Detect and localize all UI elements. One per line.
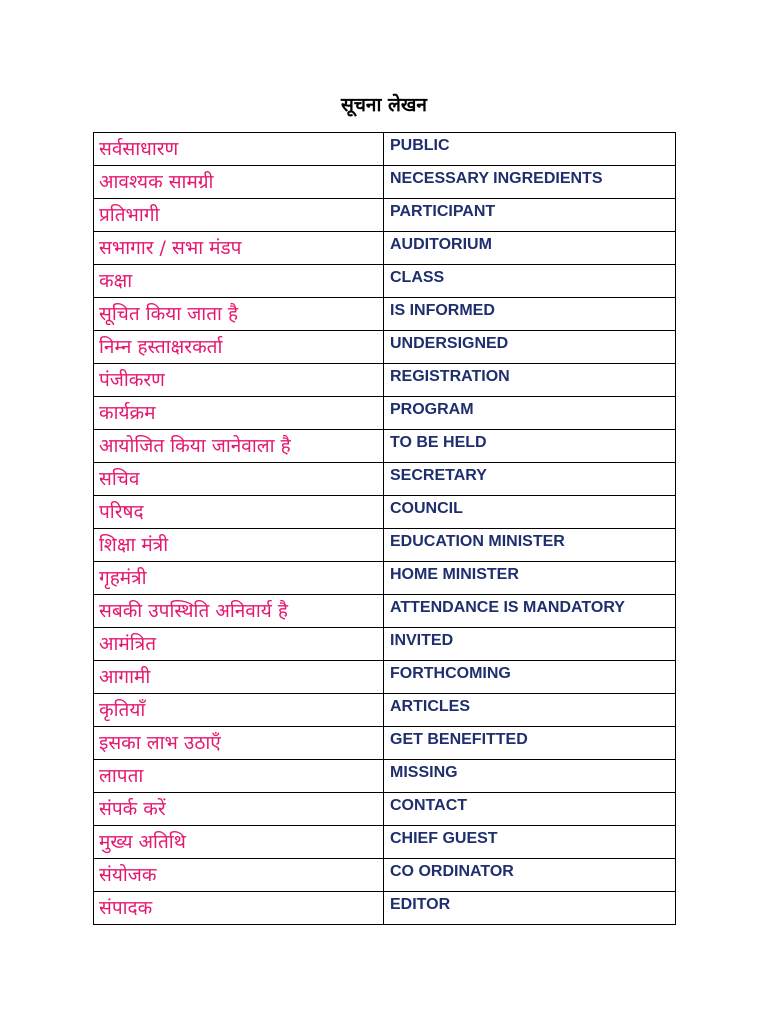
hindi-term-cell: सभागार / सभा मंडप xyxy=(94,232,384,265)
table-row xyxy=(94,430,676,463)
english-term-cell: EDUCATION MINISTER xyxy=(384,529,676,562)
table-row xyxy=(94,298,676,331)
english-term-cell: HOME MINISTER xyxy=(384,562,676,595)
vocabulary-table-body xyxy=(94,133,676,925)
hindi-term-cell: संपादक xyxy=(94,892,384,925)
english-term-cell: PROGRAM xyxy=(384,397,676,430)
english-term-cell: SECRETARY xyxy=(384,463,676,496)
table-row xyxy=(94,661,676,694)
hindi-term-cell: निम्न हस्ताक्षरकर्ता xyxy=(94,331,384,364)
hindi-term-cell: प्रतिभागी xyxy=(94,199,384,232)
english-term-cell: FORTHCOMING xyxy=(384,661,676,694)
hindi-term-cell: संपर्क करें xyxy=(94,793,384,826)
table-row xyxy=(94,166,676,199)
table-row xyxy=(94,892,676,925)
table-row xyxy=(94,760,676,793)
document-title: सूचना लेखन xyxy=(341,94,427,116)
table-row xyxy=(94,232,676,265)
english-term-cell: EDITOR xyxy=(384,892,676,925)
table-row xyxy=(94,364,676,397)
english-term-cell: CLASS xyxy=(384,265,676,298)
hindi-term-cell: पंजीकरण xyxy=(94,364,384,397)
english-term-cell: ATTENDANCE IS MANDATORY xyxy=(384,595,676,628)
table-row xyxy=(94,727,676,760)
table-row xyxy=(94,463,676,496)
hindi-term-cell: कार्यक्रम xyxy=(94,397,384,430)
table-row xyxy=(94,826,676,859)
english-term-cell: UNDERSIGNED xyxy=(384,331,676,364)
table-row xyxy=(94,397,676,430)
hindi-term-cell: इसका लाभ उठाएँ xyxy=(94,727,384,760)
english-term-cell: CONTACT xyxy=(384,793,676,826)
hindi-term-cell: मुख्य अतिथि xyxy=(94,826,384,859)
hindi-term-cell: आमंत्रित xyxy=(94,628,384,661)
hindi-term-cell: आगामी xyxy=(94,661,384,694)
english-term-cell: IS INFORMED xyxy=(384,298,676,331)
english-term-cell: COUNCIL xyxy=(384,496,676,529)
hindi-term-cell: सर्वसाधारण xyxy=(94,133,384,166)
table-row xyxy=(94,562,676,595)
table-row xyxy=(94,529,676,562)
hindi-term-cell: आयोजित किया जानेवाला है xyxy=(94,430,384,463)
english-term-cell: CHIEF GUEST xyxy=(384,826,676,859)
hindi-term-cell: सचिव xyxy=(94,463,384,496)
table-row xyxy=(94,595,676,628)
hindi-term-cell: गृहमंत्री xyxy=(94,562,384,595)
hindi-term-cell: कृतियाँ xyxy=(94,694,384,727)
english-term-cell: NECESSARY INGREDIENTS xyxy=(384,166,676,199)
hindi-term-cell: परिषद xyxy=(94,496,384,529)
hindi-term-cell: शिक्षा मंत्री xyxy=(94,529,384,562)
table-row xyxy=(94,859,676,892)
vocabulary-table xyxy=(93,132,676,925)
table-row xyxy=(94,496,676,529)
english-term-cell: PUBLIC xyxy=(384,133,676,166)
english-term-cell: MISSING xyxy=(384,760,676,793)
english-term-cell: CO ORDINATOR xyxy=(384,859,676,892)
table-row xyxy=(94,199,676,232)
english-term-cell: TO BE HELD xyxy=(384,430,676,463)
table-row xyxy=(94,694,676,727)
table-row xyxy=(94,133,676,166)
hindi-term-cell: आवश्यक सामग्री xyxy=(94,166,384,199)
table-row xyxy=(94,265,676,298)
english-term-cell: INVITED xyxy=(384,628,676,661)
hindi-term-cell: सबकी उपस्थिति अनिवार्य है xyxy=(94,595,384,628)
english-term-cell: REGISTRATION xyxy=(384,364,676,397)
hindi-term-cell: कक्षा xyxy=(94,265,384,298)
hindi-term-cell: लापता xyxy=(94,760,384,793)
table-row xyxy=(94,793,676,826)
english-term-cell: AUDITORIUM xyxy=(384,232,676,265)
english-term-cell: GET BENEFITTED xyxy=(384,727,676,760)
table-row xyxy=(94,331,676,364)
hindi-term-cell: संयोजक xyxy=(94,859,384,892)
table-row xyxy=(94,628,676,661)
english-term-cell: ARTICLES xyxy=(384,694,676,727)
hindi-term-cell: सूचित किया जाता है xyxy=(94,298,384,331)
english-term-cell: PARTICIPANT xyxy=(384,199,676,232)
